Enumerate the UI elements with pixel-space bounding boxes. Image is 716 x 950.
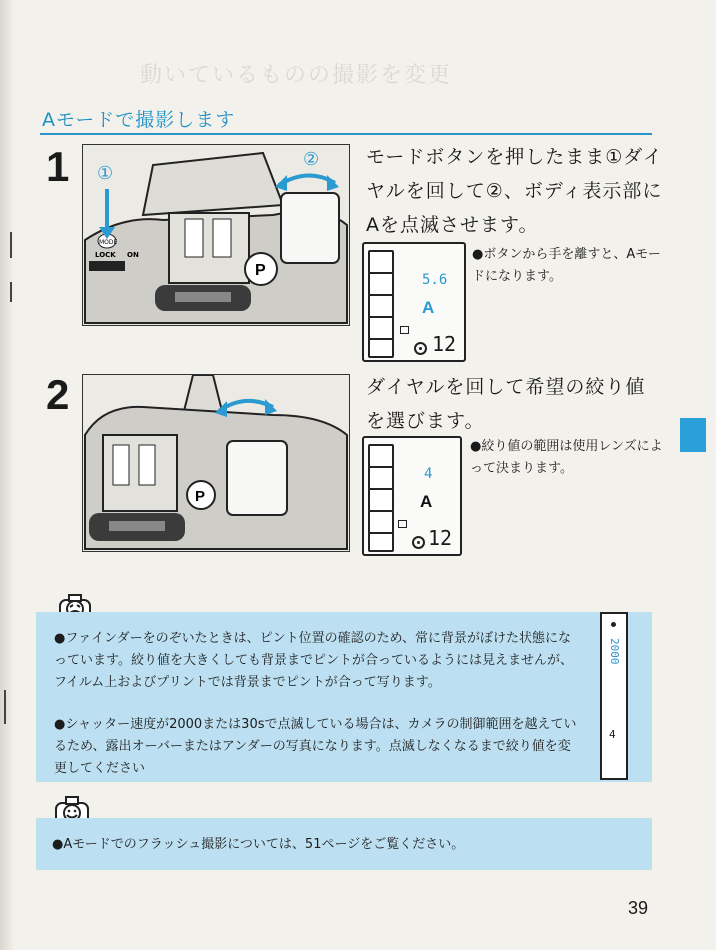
- step-number: 2: [46, 371, 70, 418]
- section-index-tab: [680, 418, 706, 452]
- lcd-frame-count: 12: [428, 526, 453, 550]
- tip-text: ●Aモードでのフラッシュ撮影については、51ページをご覧ください。: [52, 837, 465, 852]
- on-label: ON: [127, 251, 139, 259]
- vf-shutter-speed: 2000: [608, 638, 621, 665]
- camera-illustration-step1: [82, 144, 350, 326]
- camera-top-view-graphic: [83, 375, 349, 551]
- callout-2: ②: [303, 149, 320, 170]
- lock-label: LOCK: [95, 251, 116, 259]
- binding-mark: [4, 690, 6, 724]
- step-note: ●ボタンから手を離すと、Aモードになります。: [472, 247, 661, 284]
- caution-bullet: ●シャッター速度が2000または30sで点滅している場合は、カメラの制御範囲を越えているため、露出オーバーまたはアンダーの写真になります。点滅しなくなるまで絞り値を変更してください: [54, 717, 577, 776]
- lcd-frame-count: 12: [432, 332, 457, 356]
- title-rule: [40, 133, 652, 135]
- p-button-label: P: [195, 488, 206, 505]
- binding-mark: [10, 232, 12, 258]
- lcd-mode-a: A: [420, 492, 433, 511]
- viewfinder-display: [600, 612, 628, 780]
- callout-1: ①: [97, 163, 114, 184]
- lcd-panel-step2: [362, 436, 462, 556]
- lcd-mode-a: A: [422, 298, 435, 317]
- bleed-through-text: 動いているものの撮影を変更: [140, 63, 453, 88]
- binding-mark: [10, 282, 12, 302]
- caution-bullet: ●ファインダーをのぞいたときは、ピント位置の確認のため、常に背景がぼけた状態になっています。絞り値を大きくしても背景までピントが合っているようには見えませんが、フイルム上およびプリントでは背景までピントが合って写ります。: [54, 631, 573, 690]
- vf-aperture: 4: [609, 728, 616, 741]
- section-title: Aモードで撮影します: [42, 109, 236, 131]
- page-gutter: [0, 0, 14, 950]
- step-instruction: モードボタンを押したまま①ダイヤルを回して②、ボディ表示部にAを点滅させます。: [366, 146, 663, 236]
- camera-top-view-graphic: [83, 145, 349, 325]
- camera-illustration-step2: [82, 374, 350, 552]
- lcd-panel-step1: [362, 242, 466, 362]
- step-instruction: ダイヤルを回して希望の絞り値を選びます。: [366, 376, 646, 432]
- mode-button-label: MODE: [99, 239, 118, 246]
- p-button-label: P: [255, 262, 266, 279]
- lcd-aperture: 5.6: [422, 272, 448, 288]
- step-number: 1: [46, 143, 70, 190]
- step-note: ●絞り値の範囲は使用レンズによって決まります。: [470, 439, 663, 476]
- lcd-aperture: 4: [424, 466, 433, 482]
- page-number: 39: [628, 898, 649, 918]
